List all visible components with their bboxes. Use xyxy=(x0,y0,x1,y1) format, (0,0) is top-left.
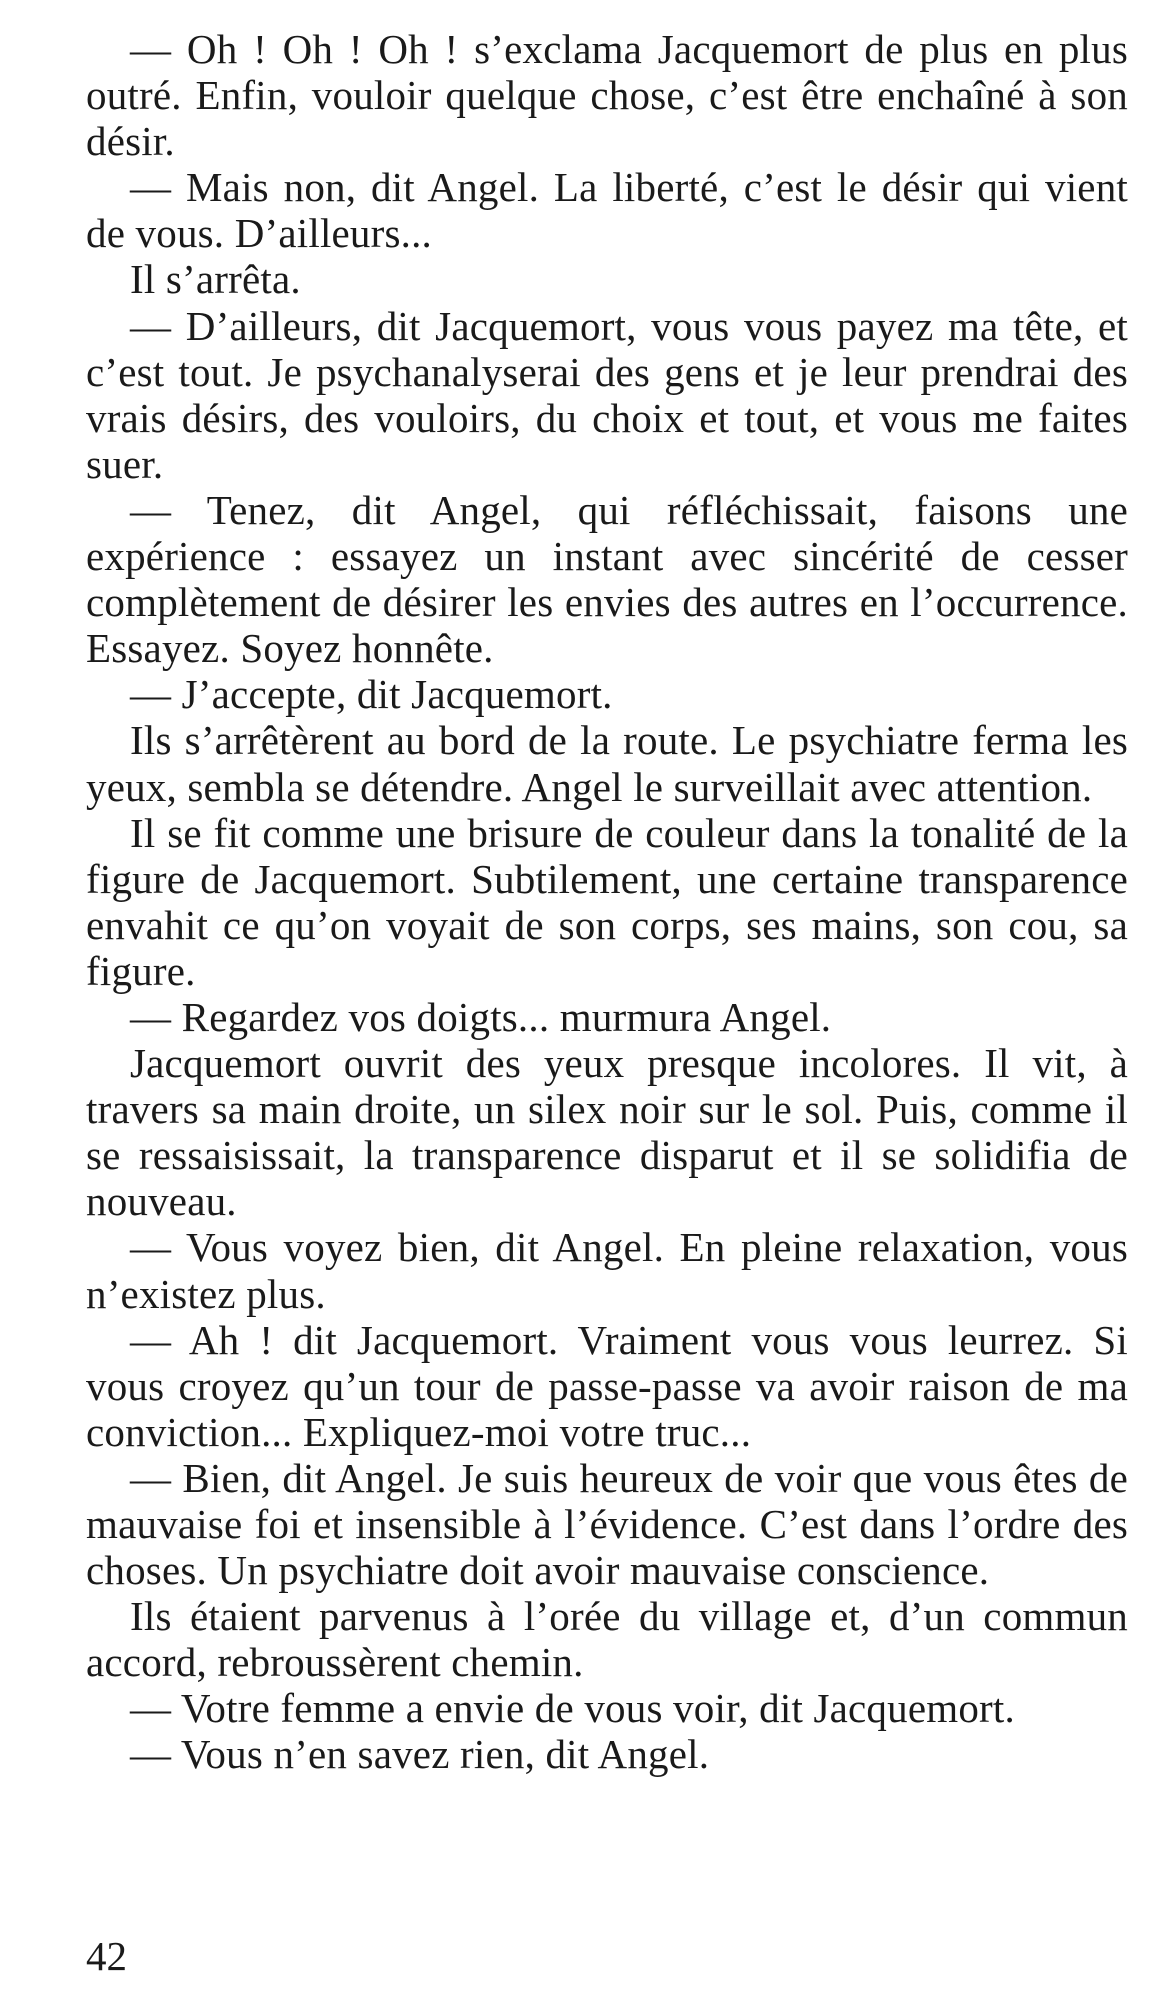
paragraph: — Tenez, dit Angel, qui réfléchissait, faisons une expérience : essayez un instant avec sincérité de cesser complètement de désirer les envies des autres en l’occurrence. Essayez. Soyez honnête. xyxy=(86,486,1128,672)
paragraph: — Regardez vos doigts... murmura Angel. xyxy=(130,993,832,1040)
paragraph: — Oh ! Oh ! Oh ! s’exclama Jacquemort de plus en plus outré. Enfin, vouloir quelque chose, c’est être enchaîné à son désir. xyxy=(86,26,1128,165)
body-text xyxy=(86,26,1128,1778)
paragraph: Jacquemort ouvrit des yeux presque incolores. Il vit, à travers sa main droite, un silex noir sur le sol. Puis, comme il se ressaisissait, la transparence disparut et il se solidifia de nouveau. xyxy=(86,1040,1128,1225)
page-number: 42 xyxy=(86,1933,127,1979)
paragraph: Il se fit comme une brisure de couleur dans la tonalité de la figure de Jacquemort. Subtilement, une certaine transparence envahit ce qu’on voyait de son corps, ses mains, son cou, sa figure. xyxy=(86,809,1128,994)
paragraph: — D’ailleurs, dit Jacquemort, vous vous payez ma tête, et c’est tout. Je psychanalyserai des gens et je leur prendrai des vrais désirs, des vouloirs, du choix et tout, et vous me faites suer. xyxy=(86,302,1128,487)
paragraph: — Ah ! dit Jacquemort. Vraiment vous vous leurrez. Si vous croyez qu’un tour de passe-passe va avoir raison de ma conviction... Expliquez-moi votre truc... xyxy=(86,1316,1128,1455)
paragraph: — Bien, dit Angel. Je suis heureux de voir que vous êtes de mauvaise foi et insensible à l’évidence. C’est dans l’ordre des choses. Un psychiatre doit avoir mauvaise conscience. xyxy=(86,1454,1128,1594)
paragraph: — Votre femme a envie de vous voir, dit Jacquemort. xyxy=(130,1685,1015,1732)
paragraph: Il s’arrêta. xyxy=(130,256,301,303)
paragraph: Ils étaient parvenus à l’orée du village et, d’un commun accord, rebroussèrent chemin. xyxy=(86,1593,1128,1686)
paragraph: — J’accepte, dit Jacquemort. xyxy=(130,671,613,718)
paragraph: Ils s’arrêtèrent au bord de la route. Le psychiatre ferma les yeux, sembla se détendre. Angel le surveillait avec attention. xyxy=(86,717,1128,810)
paragraph: — Vous n’en savez rien, dit Angel. xyxy=(130,1731,710,1778)
paragraph: — Vous voyez bien, dit Angel. En pleine relaxation, vous n’existez plus. xyxy=(86,1224,1128,1317)
paragraph: — Mais non, dit Angel. La liberté, c’est le désir qui vient de vous. D’ailleurs... xyxy=(86,164,1128,257)
